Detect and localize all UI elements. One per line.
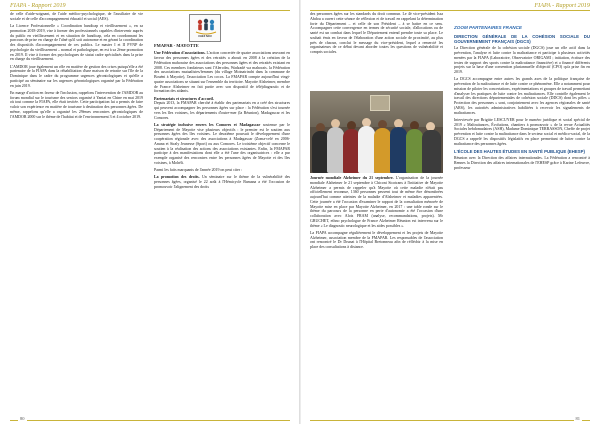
paragraph xyxy=(154,175,290,189)
subheading: Partenariats et structures d'accueil. xyxy=(154,95,214,101)
right-column-1 xyxy=(310,12,443,57)
paragraph: Interviewée par Brigitte LESCUYER pour le numéro juridique et social spécial de 2019 « Maltraitances, Évolutions, chantiers à promouvoir » de la revue Actualités Sociales hebdomadaires (ASH), Madame Dominique TERRASSON, Cheffe de projet prévention et lutte contre la maltraitance dans le secteur social et médico-social, de la DGCS a rappelé les dispositifs législatifs en place permettant de lutter contre la maltraitance des personnes âgées. xyxy=(454,116,590,146)
paragraph: des personnes âgées sur les standards du droit commun. Le 4è vice-président Issa Abdou a ouvert cette séance de réflexion et de travail en rappelant la détermination forte du Département – et celle de son Président – à se battre en ce sens. Accompagner cette convergence en termes de sécurité sociale, d'allocations ou de santé est un combat dans lequel le Département entend prendre toute sa place. Le souhait émis en faveur de l'élaboration d'une action sociale de proximité, au plus près de chacun, conclut le message du vice-président, lequel a remercié les organisateurs de ce débat devant aborder toutes les questions de vulnérabilité et compris sociales. xyxy=(310,11,443,54)
paragraph-body: soutenue par le Département de Mayotte vise plusieurs objectifs : le premier est le soutien aux personnes âgées des îles voisines. Le deuxième poursuit le développement d'une coopération régionale avec des associations à Madagascar (Zoma-celé en 2006- Anuna et Siraly Jeunesse (Sport) ou aux Comores. Le troisième objectif concerne le soutien à la réalisation des actions des associations existantes. Enfin, la FMAPAR participe à des manifestations dont elle a été l'une des organisatrices : elle a par exemple organisé des rencontres entre les personnes âgées de Mayotte et des îles voisines, à Mohéli. xyxy=(154,121,291,165)
page-number: 80 xyxy=(20,416,25,421)
paragraph: de celle d'aide-soignant, de l'aide médico-psychologique, de l'auxiliaire de vie sociale et de celle d'accompagnement éducatif et social (AES). xyxy=(10,11,143,21)
paragraph: Parmi les faits marquants de l'année 2019 on peut citer : xyxy=(154,167,243,172)
photo-caption xyxy=(310,176,443,228)
person-body xyxy=(390,127,407,173)
paragraph: Depuis 2013, la FMAPAR cherché à établir des partenariats en a créé des structures qui peuvent accompagner les personnes âgées sur place : la Fédération s'est tournée vers les îles voisines, les départements d'outre-mer (la Réunion), Madagascar et les Comores. xyxy=(154,100,290,120)
paragraph: La FIAPA accompagne régulièrement le développement et les projets de Mayotte Alzheimer, association membre de la FMAPAR. Les responsables de l'association ont rencontré le Dr Drunat à l'Hôpital Bretonneau afin de réfléchir à la mise en place des consultations à distance. xyxy=(310,229,443,249)
paragraph: L'AMDOR joue également un rôle en matière de gestion des crises puisqu'elle a été partenaire de la FIAPA dans la réhabilitation d'une maison de retraite sur l'île de la Dominique dans le cadre du programme urgences gérontologiques et qu'elle a participé au séminaire sur les urgences gérontologiques organisé par la Fédération en juin 2019. xyxy=(10,63,143,88)
right-column-2 xyxy=(454,26,590,173)
left-column-2 xyxy=(154,44,290,192)
section-title: L'ÉCOLE DES HAUTES ÉTUDES EN SANTÉ PUBLIQUE (EHESP) xyxy=(454,148,585,154)
logo-figures-icon xyxy=(190,15,222,43)
footer-rule xyxy=(10,420,290,421)
right-header-title: FIAPA - Rapport 2019 xyxy=(534,2,590,9)
right-page xyxy=(300,0,600,424)
group-photo xyxy=(310,91,443,173)
paragraph xyxy=(154,51,290,94)
right-column-1-lower xyxy=(310,176,443,252)
paragraph xyxy=(154,123,290,166)
photo-frame xyxy=(370,95,390,111)
paragraph-body: Un séminaire sur le thème de la vulnérabilité des personnes âgées, organisé le 22 août à l'Hémicycle Bamana a été l'occasion de promouvoir l'alignement des droits xyxy=(154,174,290,189)
person-body xyxy=(358,126,375,173)
footer-rule xyxy=(310,420,590,421)
left-header-title: FIAPA - Rapport 2019 xyxy=(10,2,66,9)
left-page-footer xyxy=(0,418,300,424)
paragraph: Réunion avec la Direction des affaires internationales. La Fédération a rencontré à Rennes la Direction des affaires internationales de l'EHESP grâce à Karine Lefeuvre, professeur xyxy=(454,155,590,170)
left-column-1 xyxy=(10,12,143,122)
paragraph: La Licence Professionnelle « Coordination handicap et vieillissement », en sa promotion 2018-2019, vise à former des professionnels capables d'intervenir auprès du public en vieillissement et en situation de handicap, cela en coordonnant les parcours de prise en charge de l'aîné qu'il soit autonome et en gérant la coordination des dispositifs d'accompagnement de ces publics. Le master I et II PVNP de psychologie du vieillissement – normal et pathologique, en est à sa 2ème promotion en 2019. Il vise à former des psychologues de statut cadre spécialisés dans la prise en charge du vieillissement. xyxy=(10,23,143,62)
caption-lead: Journée mondiale Alzheimer du 21 septembre. xyxy=(310,175,394,180)
paragraph-lead: La promotion des droits. xyxy=(154,174,200,180)
page-number: 81 xyxy=(575,416,580,421)
person-body xyxy=(327,127,344,173)
chez-nou-logo xyxy=(189,14,221,42)
paragraph-lead: Une Fédération d'associations. xyxy=(154,50,206,56)
person-body xyxy=(406,129,423,173)
caption-body: L'organisation de la journée mondiale Alzheimer le 21 septembre à Chiconi Sicotrans à l'initiative de Mayotte Alzheimer a permis de rappeler qu'à Mayotte où cette maladie n'était pas officiellement reconnue, 1360 personnes peuvent tout de même être dénombrées aujourd'hui comme atteintes de la maladie d'Alzheimer et maladies apparentées. Cette journée a été l'occasion d'examiner le rapport de la consultation ménorée de Mayotte mise en place par Mayotte Alzheimer, en 2017 : une table ronde sur le thème du parcours de la personne en perte d'autonomie a été l'occasion d'une collaboration avec Alois FRAM (analyse, recommandations, projets). Mr GRUCHET, ethno psychologue de France Alzheimer Réunion est intervenu sur le thème « Le diagnostic neurologique et les aides possibles ». xyxy=(310,175,443,228)
paragraph: La DGCS accompagne entre autres les grands axes de la politique française de prévention de la maltraitance et de lutte contre ce phénomène. Elle a notamment pour mission de piloter les concertations, expérimentations et groupes de travail permettant d'analyser les pratiques de lutte contre les maltraitances. Elle contrôle également le travail des directions départementales de cohésion sociale (DDCS) dont les pôles « Protection des personnes » sont, conjointement avec les agences régionales de santé (ARS), les autorités administratives habilitées à recevoir les signalements de maltraitances. xyxy=(454,76,590,115)
paragraph-body: L'action concertée de quatre associations œuvrant en faveur des personnes âgées et des retraités a abouti en 2008 à la création de la Fédération mahoraise des associations des personnes âgées et des retraités existant en 2008. Ces membres fondateurs sont l'Alercdm, Wadzadé wa mahorais. la Fédération des associations mutualistes/femmes (du village Moinatrindri dans la commune de Bouéni à Mayotte), l'association Les cocos. La FMAPAR compte aujourd'hui vingt-quatre associations se situant sur l'ensemble du territoire. Mayotte Alzheimer, membre de France Alzheimer en fait partie avec son dispositif de téléjdiagnostic et de formation des aidants. xyxy=(154,50,290,94)
section-title: FMAPAR - MAYOTTE xyxy=(154,43,199,48)
paragraph: En marge d'action en faveur de l'inclusion, rappelons l'intervention de l'AMDOR au forum mondial sur le tourisme des seniors organisé à Yantai en Chine en mai 2019 où tout comme la FIAPA, elle était invitée. Cette participation lui a permis de faire valoir son expérience en matière de tourisme à destination des personnes âgées. De même, rappelons qu'elle a organisé les 29èmes rencontres gérontologiques de l'AMDOR 2000 sur le thème de l'habitat et de l'environnement 3 et 4 octobre 2019. xyxy=(10,89,143,119)
person-body xyxy=(374,128,391,173)
left-page-header xyxy=(10,2,290,11)
section-title: DIRECTION GÉNÉRALE DE LA COHÉSION SOCIALE DU GOUVERNEMENT FRANÇAIS (DGCS) xyxy=(454,33,590,44)
right-page-header xyxy=(310,2,590,11)
right-page-footer xyxy=(300,418,600,424)
person-body xyxy=(422,130,441,173)
paragraph-lead: La stratégie inclusive envers les Comores et Madagascar xyxy=(154,121,261,127)
zoom-heading: ZOOM PARTENAIRES FRANCE xyxy=(454,25,522,30)
paragraph: La Direction générale de la cohésion sociale (DGCS) joue un rôle actif dans la prévention, l'analyse et lutte contre la maltraitance et participe à plusieurs activités menées par la FIAPA (Laboratoire, Observatoire ORIGAMI ; initiation, écriture des textes de support des sports contre la maltraitance financière) et a financé différents projets sur la base d'une convention pluriannuelle d'objectif (CPO) qu'a prise fin en 2019. xyxy=(454,45,590,74)
logo-text: CHEZ NOU xyxy=(198,35,212,38)
